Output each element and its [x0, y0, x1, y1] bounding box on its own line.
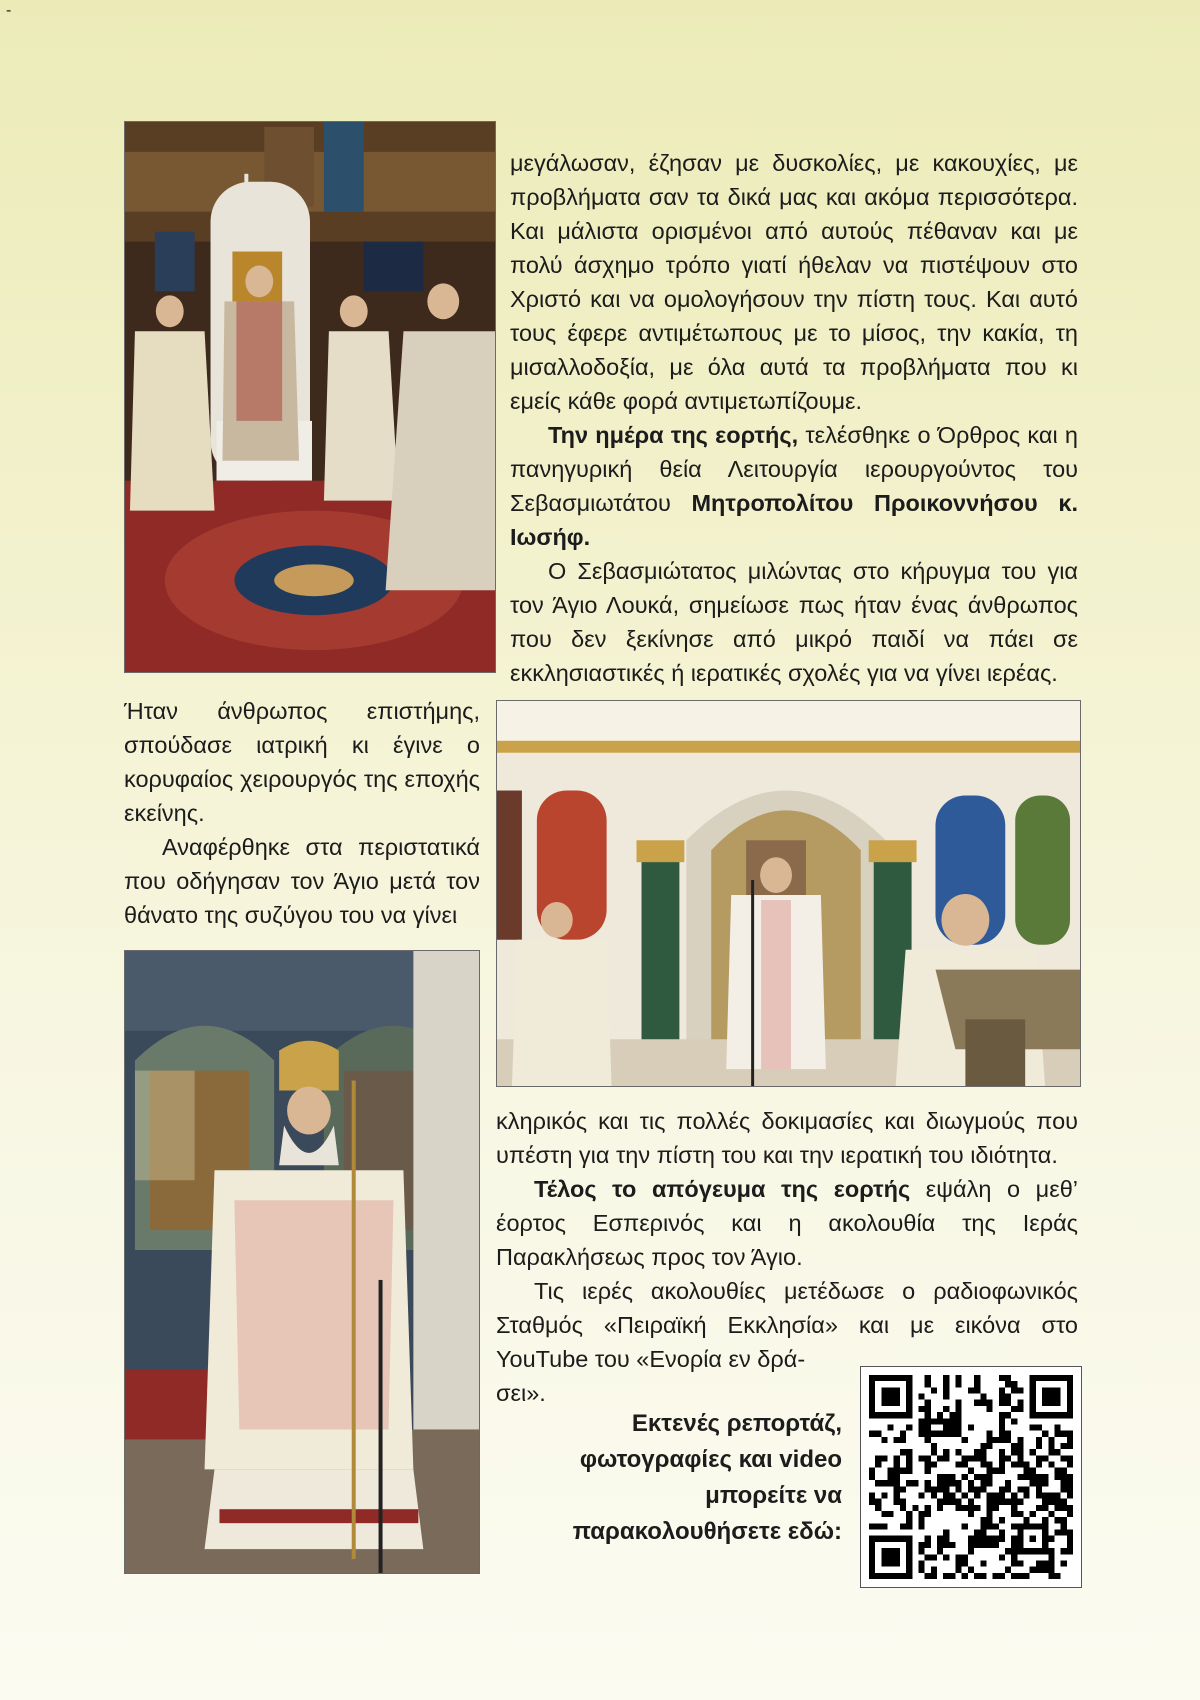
feast-day-text: τελέσθηκε ο Όρθρος και η πανηγυρική θεία Λειτουργία ιερουργούντος του Σεβασμιωτάτου: [510, 422, 1078, 516]
paragraph-clergy: κληρικός και τις πολλές δοκιμασίες και διωγμούς που υπέστη για την πίστη του και την ιερατική του ιδιότητα.: [496, 1108, 1078, 1168]
paragraph-scientist: Ήταν άνθρωπος επιστήμης, σπούδασε ιατρική κι έγινε ο κορυφαίος χειρουργός της εποχής εκείνης.: [124, 698, 480, 826]
promo-line-3: μπορείτε να: [705, 1482, 842, 1509]
feast-day-lead: Την ημέρα της εορτής,: [548, 422, 799, 448]
evening-lead: Τέλος το απόγευμα της εορτής: [534, 1176, 911, 1202]
promo-report: [540, 1406, 842, 1550]
text-column-left-mid: [124, 694, 480, 932]
paragraph-feast-day: [510, 418, 1078, 554]
paragraph-broadcast: [496, 1274, 1078, 1376]
page-mark: -: [6, 2, 12, 19]
qr-code[interactable]: [860, 1366, 1082, 1588]
paragraph-evening: [496, 1172, 1078, 1274]
photo-bishop-throne: [124, 121, 496, 673]
broadcast-text-b: σει».: [496, 1380, 546, 1406]
promo-line-2: φωτογραφίες και video: [579, 1446, 842, 1473]
qr-code-icon: [869, 1375, 1073, 1579]
promo-line-1: Εκτενές ρεπορτάζ,: [631, 1410, 842, 1437]
text-column-bottom-right: [496, 1104, 1078, 1274]
evening-text: εψάλη ο μεθ’ έορτος Εσπερινός και η ακολουθία της Ιεράς Παρακλήσεως προς τον Άγιο.: [496, 1176, 1078, 1270]
paragraph-continuation: μεγάλωσαν, έζησαν με δυσκολίες, με κακουχίες, με προβλήματα σαν τα δικά μας και ακόμα περισσότερα. Και μάλιστα ορισμένοι από αυτούς πέθαναν και με πολύ άσχημο τρόπο γιατί ήθελαν να πιστέψουν στο Χριστό και να ομολογήσουν την πίστη τους. Και αυτό τους έφερε αντιμέτωπους με το μίσος, την κακία, τη μισαλλοδοξία, με όλα αυτά τα προβλήματα που κι εμείς κάθε φορά αντιμετωπίζουμε.: [510, 150, 1078, 414]
paragraph-circumstances: Αναφέρθηκε στα περιστατικά που οδήγησαν τον Άγιο μετά τον θάνατο της συζύγου του να γίνει: [124, 834, 480, 928]
broadcast-text-a: Τις ιερές ακολουθίες μετέδωσε ο ραδιοφωνικός Σταθμός «Πειραϊκή Εκκλησία» και με εικόνα στο YouTube του «Ενορία εν δρά-: [496, 1278, 1078, 1372]
text-broadcast: [496, 1274, 1078, 1376]
text-broadcast-end: [496, 1376, 836, 1410]
promo-line-4: παρακολουθήσετε εδώ:: [572, 1518, 842, 1545]
metropolitan-name: Μητροπολίτου Προικοννήσου κ. Ιωσήφ.: [510, 490, 1078, 550]
photo-bishop-mitre: [124, 950, 480, 1574]
photo-altar-priests: [496, 700, 1081, 1087]
text-column-top-right: [510, 146, 1078, 690]
paragraph-sermon: Ο Σεβασμιώτατος μιλώντας στο κήρυγμα του για τον Άγιο Λουκά, σημείωσε πως ήταν ένας άνθρωπος που δεν ξεκίνησε από μικρό παιδί να πάει σε εκκλησιαστικές ή ιερατικές σχολές για να γίνει ιερέας.: [510, 558, 1078, 686]
